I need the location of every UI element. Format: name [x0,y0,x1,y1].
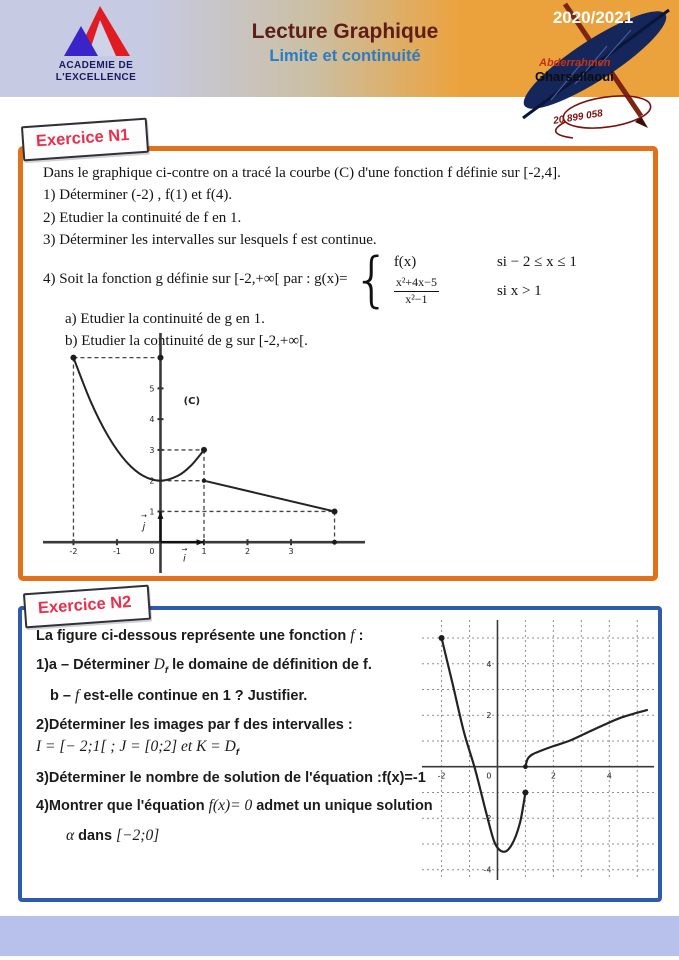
svg-text:5: 5 [149,384,155,394]
academy-name-line2: L'EXCELLENCE [55,71,137,83]
page-title: Lecture Graphique [251,20,439,43]
signature-last-name: Gharsellaoui [535,69,614,84]
exercise1-q3: 3) Déterminer les intervalles sur lesquels f est continue. [43,231,377,248]
signature-phone: 20 899 058 [552,108,604,127]
piecewise-definition [394,252,577,307]
exercise2-intro: La figure ci-dessous représente une fonction f : [36,627,364,644]
exercise1-q1: 1) Déterminer (-2) , f(1) et f(4). [43,187,233,204]
svg-text:0: 0 [486,771,492,781]
fraction-numerator: x²+4x−5 [394,276,439,292]
svg-text:-1: -1 [112,547,121,557]
academy-triangle-icon [60,4,132,60]
svg-text:0: 0 [149,547,155,557]
exercise2-q1b: b – f est-elle continue en 1 ? Justifier. [50,687,308,705]
exercise1-q4a: a) Etudier la continuité de g en 1. [65,311,265,328]
school-year: 2020/2021 [552,8,634,27]
academy-logo [26,4,166,94]
exercise2-q3: 3)Déterminer le nombre de solution de l'équation :f(x)=-1 [36,769,426,786]
svg-text:2: 2 [149,476,155,486]
header-titles [195,20,495,66]
piecewise-fraction [394,276,439,307]
svg-text:-4: -4 [483,865,492,875]
exercise2-q2-formula: I = [− 2;1[ ; J = [0;2] et $K = D_f$ [36,738,240,759]
exercise2-text [36,626,438,855]
exercise1-box [18,146,658,581]
piecewise-row1-cond: si − 2 ≤ x ≤ 1 [496,254,577,271]
svg-text:i: i [183,553,186,565]
footer-bar [0,916,679,956]
svg-text:2: 2 [486,711,492,721]
svg-text:j: j [142,521,146,533]
exercise1-q4b: b) Etudier la continuité de g sur [-2,+∞[. [65,333,308,350]
exercise1-q4 [43,244,645,315]
svg-text:3: 3 [288,547,294,557]
fraction-denominator: x²−1 [405,292,428,307]
svg-text:1: 1 [201,547,207,557]
svg-text:(C): (C) [183,395,201,407]
academy-name-line1: ACADEMIE DE [58,60,134,71]
exercise2-q4: 4)Montrer que l'équation f(x)= 0 admet un unique solution [36,797,433,815]
svg-text:4: 4 [606,771,612,781]
piecewise-brace: { [352,244,391,315]
svg-text:1: 1 [149,507,155,517]
exercise2-q1a: 1)a – Déterminer $D_f$ le domaine de définition de f. [36,656,372,677]
page-subtitle: Limite et continuité [269,47,421,65]
exercise2-graph [422,620,654,880]
exercise1-graph [43,333,365,573]
exercise1-tag-label: Exercice N1 [35,125,130,151]
svg-text:-2: -2 [437,771,446,781]
svg-text:2: 2 [244,547,251,557]
exercise2-tag-label: Exercice N2 [37,592,132,618]
svg-text:4: 4 [486,659,492,669]
piecewise-row2-cond: si x > 1 [496,283,542,300]
exercise1-intro: Dans le graphique ci-contre on a tracé la courbe (C) d'une fonction f définie sur [-2,4]. [43,165,561,181]
signature-first-name: Abderrahmen [539,57,611,69]
exercise2-q2: 2)Déterminer les images par f des intervalles : [36,716,353,733]
svg-text:3: 3 [149,445,155,455]
exercise2-box [18,606,662,902]
svg-text:4: 4 [149,415,155,425]
svg-text:2: 2 [550,771,556,781]
svg-text:→: → [141,512,147,521]
svg-text:→: → [181,545,188,554]
exercise1-q4-prefix: 4) Soit la fonction g définie sur [-2,+∞[ par : g(x)= [43,270,348,287]
exercise1-q2: 2) Etudier la continuité de f en 1. [43,209,242,226]
exercise2-q4b: α dans [−2;0] [66,826,160,844]
svg-text:-2: -2 [69,547,78,557]
piecewise-row1-expr: f(x) [393,254,417,271]
exercise1-text [43,163,645,354]
svg-text:-2: -2 [483,814,492,824]
